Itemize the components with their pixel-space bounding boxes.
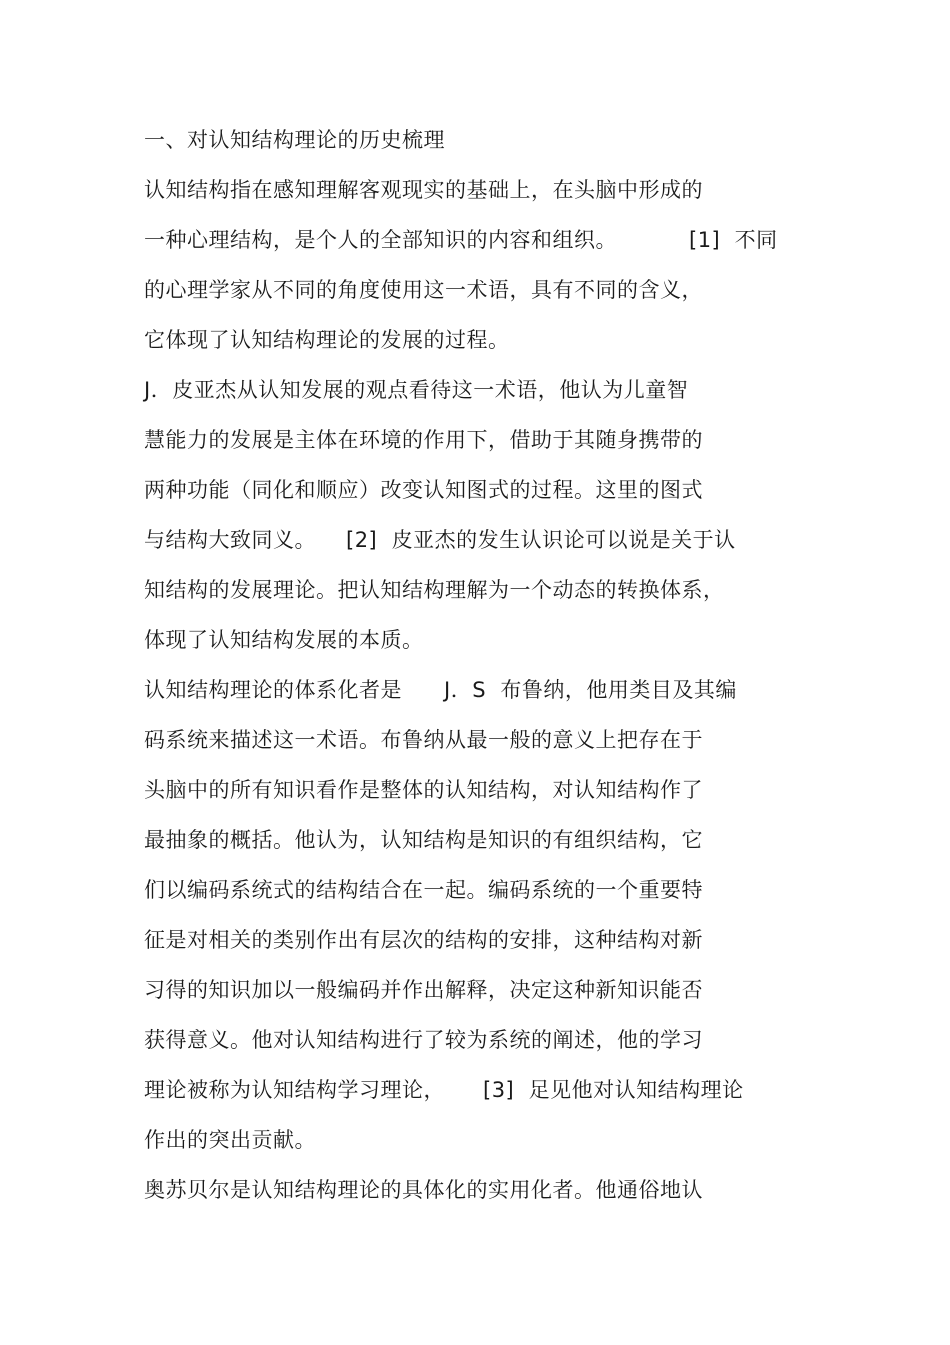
text-segment: 们以编码系统式的结构结合在一起。编码系统的一个重要特 (144, 878, 703, 902)
text-segment: 知结构的发展理论。把认知结构理解为一个动态的转换体系， (144, 578, 725, 602)
text-segment: 奥苏贝尔是认知结构理论的具体化的实用化者。他通俗地认 (144, 1178, 703, 1202)
text-segment: J．皮亚杰从认知发展的观点看待这一术语，他认为儿童智 (144, 378, 689, 402)
text-segment: J．S 布鲁纳，他用类目及其编 (444, 678, 737, 702)
text-line (144, 1076, 744, 1104)
text-segment: 它体现了认知结构理论的发展的过程。 (144, 328, 510, 352)
text-segment: 作出的突出贡献。 (144, 1128, 316, 1152)
text-line (144, 576, 725, 604)
text-segment: 认知结构理论的体系化者是 (144, 678, 402, 702)
text-line (144, 1126, 316, 1154)
text-segment: 慧能力的发展是主体在环境的作用下，借助于其随身携带的 (144, 428, 703, 452)
text-line (144, 676, 737, 704)
text-line (144, 626, 424, 654)
text-line (144, 926, 703, 954)
citation-segment: [1] 不同 (689, 228, 778, 252)
text-line (144, 876, 703, 904)
text-segment: 头脑中的所有知识看作是整体的认知结构，对认知结构作了 (144, 778, 703, 802)
text-line (144, 726, 703, 754)
text-line (144, 476, 703, 504)
text-line (144, 326, 510, 354)
text-line (144, 226, 778, 254)
text-line (144, 376, 688, 404)
text-line (144, 176, 703, 204)
text-segment: 一种心理结构，是个人的全部知识的内容和组织。 (144, 228, 617, 252)
text-segment: 与结构大致同义。 (144, 528, 316, 552)
text-line (144, 1176, 703, 1204)
text-segment: 码系统来描述这一术语。布鲁纳从最一般的意义上把存在于 (144, 728, 703, 752)
text-line (144, 976, 703, 1004)
text-segment: 两种功能（同化和顺应）改变认知图式的过程。这里的图式 (144, 478, 703, 502)
text-segment: 的心理学家从不同的角度使用这一术语，具有不同的含义， (144, 278, 703, 302)
section-heading: 一、对认知结构理论的历史梳理 (144, 128, 445, 152)
text-segment: 体现了认知结构发展的本质。 (144, 628, 424, 652)
citation-segment: [2] 皮亚杰的发生认识论可以说是关于认 (346, 528, 736, 552)
text-line (144, 526, 736, 554)
citation-segment: [3] 足见他对认知结构理论 (483, 1078, 744, 1102)
text-line (144, 826, 703, 854)
text-segment: 获得意义。他对认知结构进行了较为系统的阐述，他的学习 (144, 1028, 703, 1052)
text-line (144, 276, 703, 304)
text-segment: 最抽象的概括。他认为，认知结构是知识的有组织结构，它 (144, 828, 703, 852)
text-segment: 认知结构指在感知理解客观现实的基础上，在头脑中形成的 (144, 178, 703, 202)
text-segment: 习得的知识加以一般编码并作出解释，决定这种新知识能否 (144, 978, 703, 1002)
text-segment: 征是对相关的类别作出有层次的结构的安排，这种结构对新 (144, 928, 703, 952)
text-segment: 理论被称为认知结构学习理论， (144, 1078, 445, 1102)
text-line (144, 776, 703, 804)
text-line (144, 426, 703, 454)
text-line (144, 1026, 703, 1054)
